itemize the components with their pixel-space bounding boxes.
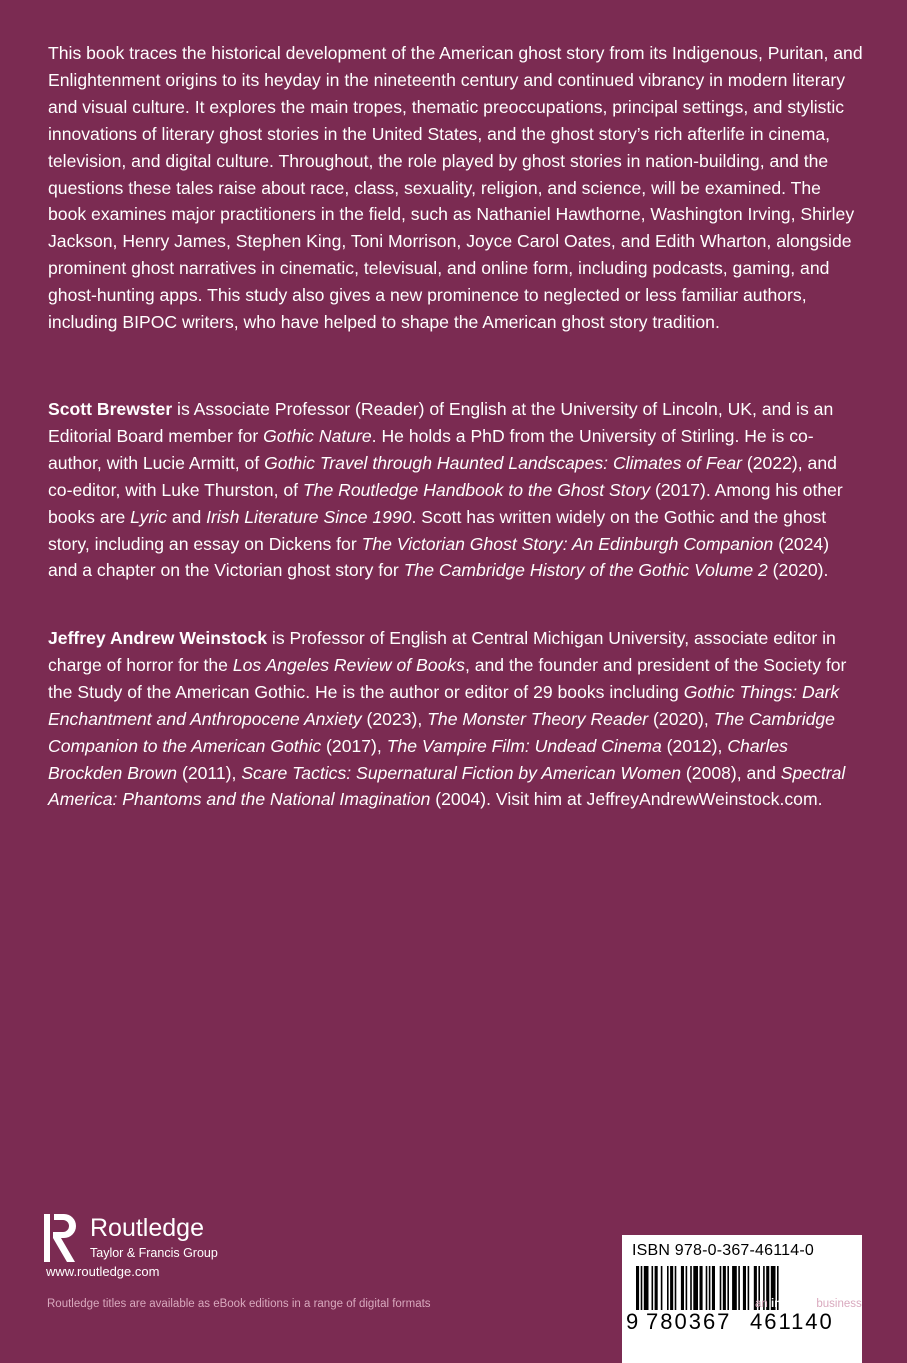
- barcode-bar: [636, 1266, 639, 1310]
- barcode-bar: [675, 1266, 677, 1310]
- bio-title: The Monster Theory Reader: [427, 708, 649, 729]
- bio-text: (2020),: [648, 708, 714, 729]
- barcode-bar: [727, 1266, 729, 1310]
- barcode-bar: [706, 1266, 708, 1310]
- author-name: Jeffrey Andrew Weinstock: [48, 628, 268, 648]
- barcode-bar: [686, 1266, 688, 1310]
- bio-title: Scare Tactics: Supernatural Fiction by American Women: [241, 762, 682, 783]
- informa-prefix: an: [755, 1298, 771, 1310]
- bio-text: (2023),: [361, 708, 428, 729]
- barcode-bar: [743, 1266, 746, 1310]
- bio-text: . He holds a PhD from the University of Stirling. He is co-author, with Lucie Armitt, of: [48, 425, 814, 473]
- barcode-bar: [670, 1266, 673, 1310]
- isbn-label: ISBN 978-0-367-46114-0: [632, 1242, 814, 1259]
- bio-title: Los Angeles Review of Books: [232, 654, 465, 675]
- bio-text: , and the founder and president of the Society for the Study of the American Gothic. He is the author or editor of 29 books including: [48, 654, 847, 702]
- bio-text: and: [167, 506, 207, 527]
- publisher-group: Taylor & Francis Group: [90, 1246, 218, 1260]
- barcode-bar: [667, 1266, 669, 1310]
- barcode-bar: [748, 1266, 750, 1310]
- bio-title: The Vampire Film: Undead Cinema: [386, 735, 662, 756]
- author-bio-jeffrey-weinstock: [48, 625, 863, 813]
- bio-text: is Associate Professor (Reader) of English at the University of Lincoln, UK, and is an Editorial Board member for: [48, 399, 834, 446]
- barcode-bar: [690, 1266, 692, 1310]
- barcode-bar: [644, 1266, 649, 1310]
- bio-text: (2017),: [321, 735, 387, 756]
- publisher-name: Routledge: [90, 1214, 204, 1242]
- barcode-bar: [641, 1266, 643, 1310]
- bio-title: Lyric: [130, 506, 167, 527]
- barcode-bar: [709, 1266, 711, 1310]
- barcode-bar: [693, 1266, 698, 1310]
- barcode-bar: [661, 1266, 663, 1310]
- informa-tagline: [755, 1298, 862, 1310]
- informa-suffix: business: [813, 1298, 862, 1310]
- barcode-digits: [626, 1309, 858, 1335]
- barcode-digits-left: 780367: [646, 1309, 732, 1334]
- barcode-bar: [700, 1266, 703, 1310]
- bio-text: (2004). Visit him at JeffreyAndrewWeinstock.com.: [430, 789, 823, 810]
- book-description: This book traces the historical development of the American ghost story from its Indigenous, Puritan, and Enlightenment origins to its heyday in the nineteenth century and continued vibrancy in modern literary and visual culture. It explores the main tropes, thematic preoccupations, principal settings, and stylistic innovations of literary ghost stories in the United States, and the ghost story’s rich afterlife in cinema, television, and digital culture. Throughout, the role played by ghost stories in nation-building, and the questions these tales raise about race, class, sexuality, religion, and science, will be examined. The book examines major practitioners in the field, such as Nathaniel Hawthorne, Washington Irving, Shirley Jackson, Henry James, Stephen King, Toni Morrison, Joyce Carol Oates, and Edith Wharton, alongside prominent ghost narratives in cinematic, televisual, and online form, including podcasts, gaming, and ghost-hunting apps. This study also gives a new prominence to neglected or less familiar authors, including BIPOC writers, who have helped to shape the American ghost story tradition.: [48, 43, 863, 333]
- barcode-bar: [720, 1266, 722, 1310]
- barcode-bar: [738, 1266, 740, 1310]
- bio-title: Irish Literature Since 1990: [206, 506, 412, 527]
- routledge-logo-icon: [42, 1210, 82, 1266]
- bio-text: is Professor of English at Central Michigan University, associate editor in charge of horror for the: [48, 628, 836, 675]
- bio-title: Gothic Nature: [263, 425, 372, 446]
- bio-text: (2020).: [767, 560, 829, 581]
- author-bio-scott-brewster: [48, 396, 863, 584]
- barcode-digits-right: 461140: [750, 1309, 834, 1334]
- ebook-note: Routledge titles are available as eBook editions in a range of digital formats: [47, 1298, 431, 1310]
- author-name: Scott Brewster: [48, 399, 173, 419]
- bio-text: . Scott has written widely on the Gothic and the ghost story, including an essay on Dickens for: [48, 506, 827, 554]
- bio-text: (2008), and: [681, 762, 781, 783]
- barcode-bar: [723, 1266, 726, 1310]
- bio-title: The Routledge Handbook to the Ghost Story: [302, 479, 651, 500]
- barcode-digit-first: 9: [626, 1309, 639, 1334]
- barcode-bar: [712, 1266, 715, 1310]
- barcode-bar: [652, 1266, 654, 1310]
- bio-title: Gothic Things: Dark Enchantment and Anthropocene Anxiety: [48, 681, 840, 729]
- bio-text: (2017). Among his other books are: [48, 479, 843, 527]
- bio-title: Gothic Travel through Haunted Landscapes: Climates of Fear: [264, 452, 743, 473]
- bio-title: Charles Brockden Brown: [48, 735, 788, 783]
- bio-title: The Victorian Ghost Story: An Edinburgh Companion: [361, 533, 774, 554]
- bio-title: Spectral America: Phantoms and the National Imagination: [48, 762, 846, 810]
- bio-title: The Cambridge History of the Gothic Volume 2: [403, 560, 768, 581]
- bio-text: (2022), and co-editor, with Luke Thurston, of: [48, 452, 837, 500]
- publisher-url: www.routledge.com: [46, 1264, 160, 1279]
- barcode-bar: [655, 1266, 658, 1310]
- barcode-bar: [681, 1266, 684, 1310]
- barcode-bar: [732, 1266, 737, 1310]
- bio-text: (2024) and a chapter on the Victorian ghost story for: [48, 533, 830, 581]
- bio-title: The Cambridge Companion to the American Gothic: [48, 708, 835, 756]
- bio-text: (2011),: [177, 762, 242, 783]
- informa-brand: informa: [771, 1298, 814, 1310]
- bio-text: (2012),: [661, 735, 728, 756]
